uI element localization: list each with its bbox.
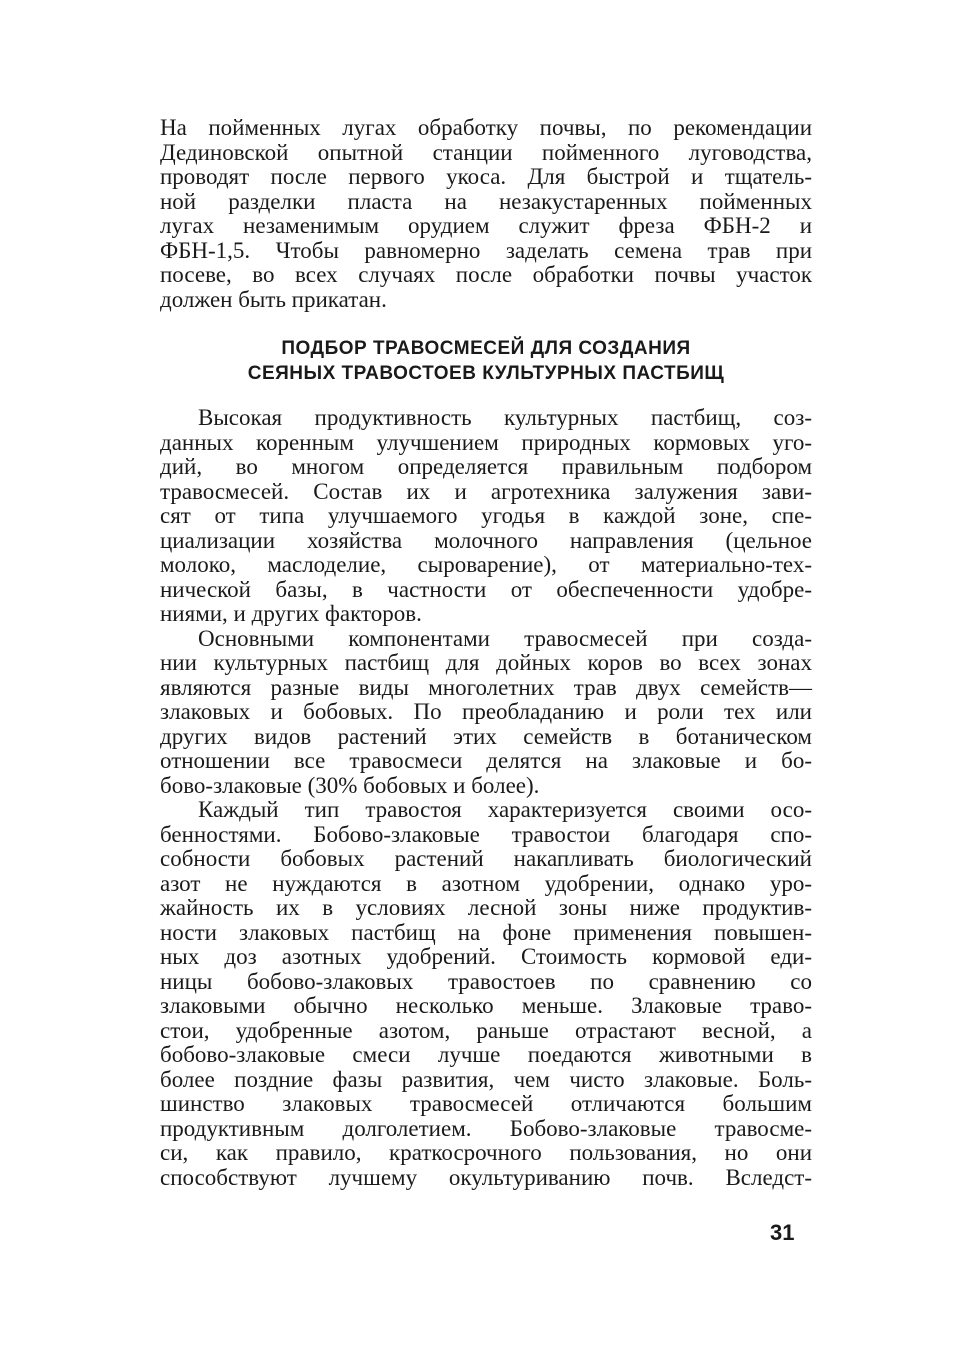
text-line: ниями, и других факторов. (160, 601, 422, 626)
text-line: данных коренным улучшением природных кормовых уго- (160, 429, 812, 455)
text-line: должен быть прикатан. (160, 286, 387, 312)
text-line: бенностями. Бобово-злаковые травостои благодаря спо- (160, 821, 812, 847)
text-line: злаковых и бобовых. По преобладанию и роли тех или (160, 699, 812, 724)
text-line: молоко, маслоделие, сыроварение), от материально-тех- (160, 552, 812, 577)
text-line: ницы бобово-злаковых травостоев по сравнению со (160, 968, 812, 994)
page-body (160, 116, 812, 1190)
text-line: нической базы, в частности от обеспеченности удобре- (160, 576, 812, 602)
text-line: продуктивным долголетием. Бобово-злаковые травосме- (160, 1115, 812, 1141)
text-line: ФБН-1,5. Чтобы равномерно заделать семена трав при (160, 237, 812, 263)
paragraph-1 (160, 406, 812, 627)
text-line: злаковыми обычно несколько меньше. Злаковые траво- (160, 993, 812, 1018)
text-line: си, как правило, краткосрочного пользования, но они (160, 1140, 812, 1165)
text-line: бово-злаковые (30% бобовых и более). (160, 772, 540, 798)
text-line: азот не нуждаются в азотном удобрении, однако уро- (160, 870, 812, 896)
text-line: сят от типа улучшаемого угодья в каждой зоне, спе- (160, 503, 812, 528)
intro-paragraph (160, 116, 812, 312)
text-line: шинство злаковых травосмесей отличаются большим (160, 1091, 812, 1116)
text-line: циализации хозяйства молочного направления (цельное (160, 527, 812, 553)
text-line: нии культурных пастбищ для дойных коров во всех зонах (160, 650, 812, 675)
page-number: 31 (770, 1220, 795, 1245)
text-line: ности злаковых пастбищ на фоне применения повышен- (160, 919, 812, 945)
text-line: На пойменных лугах обработку почвы, по рекомендации (160, 115, 812, 140)
text-line: посеве, во всех случаях после обработки почвы участок (160, 262, 812, 287)
text-line: травосмесей. Состав их и агротехника залужения зави- (160, 478, 812, 504)
text-line: бобово-злаковые смеси лучше поедаются животными в (160, 1042, 812, 1067)
text-line: дий, во многом определяется правильным подбором (160, 454, 812, 479)
text-line: стои, удобренные азотом, раньше отрастают весной, а (160, 1017, 812, 1043)
text-line: жайность их в условиях лесной зоны ниже продуктив- (160, 895, 812, 920)
text-line: являются разные виды многолетних трав двух семейств— (160, 674, 812, 700)
text-line: ной разделки пласта на незакустаренных пойменных (160, 188, 812, 214)
text-line: проводят после первого укоса. Для быстрой и тщатель- (160, 164, 812, 189)
paragraph-3 (160, 798, 812, 1190)
heading-line-1: ПОДБОР ТРАВОСМЕСЕЙ ДЛЯ СОЗДАНИЯ (281, 338, 691, 359)
heading-line-2: СЕЯНЫХ ТРАВОСТОЕВ КУЛЬТУРНЫХ ПАСТБИЩ (247, 363, 725, 384)
text-line: Дединовской опытной станции пойменного луговодства, (160, 139, 812, 165)
text-line: собности бобовых растений накапливать биологический (160, 846, 812, 871)
text-line: Основными компонентами травосмесей при созда- (198, 625, 812, 651)
text-line: ных доз азотных удобрений. Стоимость кормовой еди- (160, 944, 812, 969)
text-line: отношении все травосмеси делятся на злаковые и бо- (160, 748, 812, 773)
text-line: лугах незаменимым орудием служит фреза ФБН-2 и (160, 213, 812, 238)
text-line: более поздние фазы развития, чем чисто злаковые. Боль- (160, 1066, 812, 1092)
text-line: способствуют лучшему окультуриванию почв. Вследст- (160, 1164, 812, 1190)
paragraph-2 (160, 627, 812, 799)
section-heading (160, 336, 812, 386)
text-line: Каждый тип травостоя характеризуется своими осо- (198, 797, 812, 822)
text-line: других видов растений этих семейств в ботаническом (160, 723, 812, 749)
text-line: Высокая продуктивность культурных пастбищ, соз- (198, 405, 812, 430)
